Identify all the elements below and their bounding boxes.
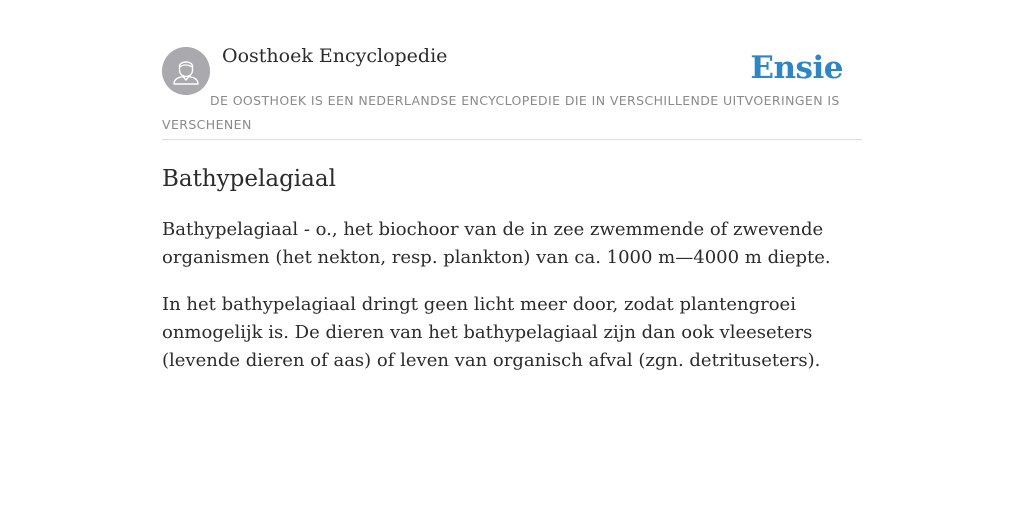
user-avatar-icon[interactable]	[162, 47, 210, 95]
article-paragraph: In het bathypelagiaal dringt geen licht meer door, zodat plantengroei onmogelijk is. De dieren van het bathypelagiaal zijn dan ook vleeseters (levende dieren of aas) of leven van organisch afval (zgn. detrituseters).	[162, 294, 821, 371]
content-container	[162, 0, 862, 371]
user-silhouette-icon	[162, 47, 210, 95]
article	[162, 160, 862, 375]
source-title-link[interactable]: Oosthoek Encyclopedie	[222, 45, 448, 67]
source-description: DE OOSTHOEK IS EEN NEDERLANDSE ENCYCLOPEDIE DIE IN VERSCHILLENDE UITVOERINGEN IS VERSCHENEN	[162, 93, 840, 132]
ensie-logo[interactable]: Ensie	[750, 50, 843, 86]
article-title: Bathypelagiaal	[162, 166, 336, 192]
article-paragraph: Bathypelagiaal - o., het biochoor van de in zee zwemmende of zwevende organismen (het nekton, resp. plankton) van ca. 1000 m—4000 m diepte.	[162, 219, 831, 268]
source-header	[162, 0, 862, 140]
